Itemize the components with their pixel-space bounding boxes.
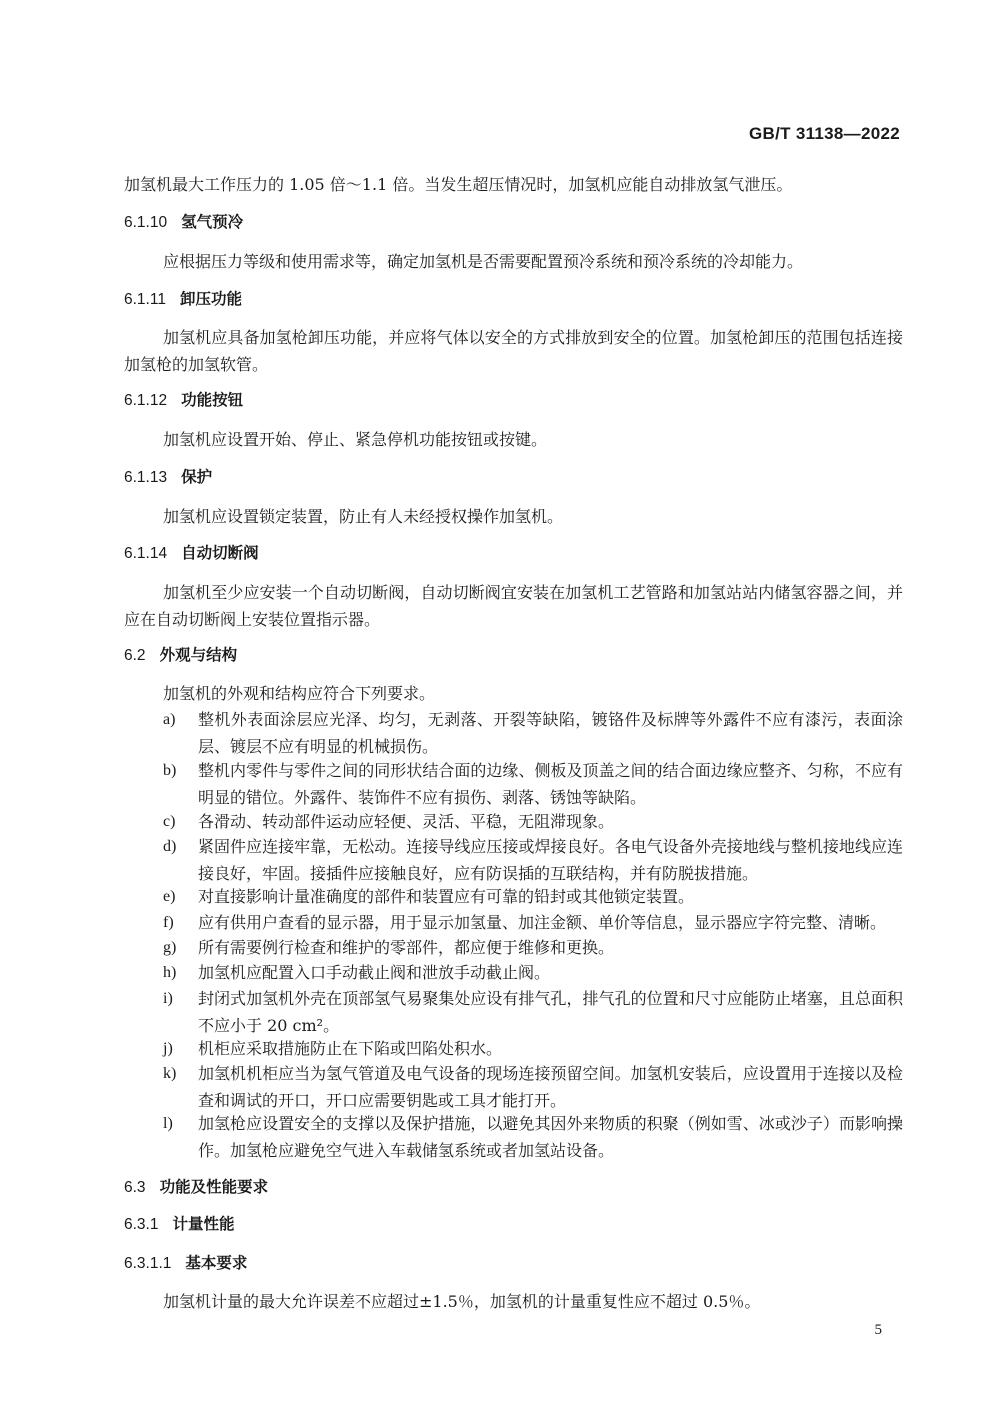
list-item xyxy=(163,1060,903,1114)
list-item-letter: c) xyxy=(163,813,176,830)
section-title: 保护 xyxy=(181,468,213,486)
list-item xyxy=(163,1035,903,1062)
intro-paragraph: 加氢机最大工作压力的 1.05 倍～1.1 倍。当发生超压情况时，加氢机应能自动排放氢气泄压。 xyxy=(124,175,793,194)
list-item-text: 整机内零件与零件之间的同形状结合面的边缘、侧板及顶盖之间的结合面边缘应整齐、匀称，不应有明显的错位。外露件、装饰件不应有损伤、剥落、锈蚀等缺陷。 xyxy=(198,761,903,807)
section-body-6-3-1-1: 加氢机计量的最大允许误差不应超过±1.5％，加氢机的计量重复性应不超过 0.5％。 xyxy=(163,1292,761,1311)
list-item-letter: d) xyxy=(163,838,177,855)
list-item xyxy=(163,934,903,961)
section-number: 6.1.10 xyxy=(124,214,168,231)
section-heading-6-3-1-1 xyxy=(124,1251,247,1276)
list-item-letter: g) xyxy=(163,939,177,956)
section-title: 计量性能 xyxy=(172,1215,235,1233)
section-title: 卸压功能 xyxy=(179,290,242,308)
section-heading-6-2 xyxy=(124,643,237,668)
section-heading-6-1-13 xyxy=(124,465,212,490)
section-title: 外观与结构 xyxy=(159,646,238,664)
section-number: 6.3 xyxy=(124,1179,146,1196)
list-item-text: 封闭式加氢机外壳在顶部氢气易聚集处应设有排气孔，排气孔的位置和尺寸应能防止堵塞，且总面积不应小于 20 cm²。 xyxy=(198,989,903,1035)
section-number: 6.3.1.1 xyxy=(124,1255,172,1272)
list-item-letter: i) xyxy=(163,990,173,1007)
list-item xyxy=(163,959,903,986)
standard-code: GB/T 31138—2022 xyxy=(749,124,900,143)
list-item-letter: j) xyxy=(163,1040,173,1057)
list-item-text: 加氢机应配置入口手动截止阀和泄放手动截止阀。 xyxy=(198,963,551,982)
section-number: 6.1.14 xyxy=(124,545,168,562)
list-item-letter: b) xyxy=(163,762,177,779)
section-number: 6.1.12 xyxy=(124,392,168,409)
section-title: 功能按钮 xyxy=(181,391,244,409)
list-item-text: 紧固件应连接牢靠，无松动。连接导线应压接或焊接良好。各电气设备外壳接地线与整机接地线应连接良好，牢固。接插件应接触良好，应有防误插的互联结构，并有防脱拔措施。 xyxy=(198,837,903,883)
list-item xyxy=(163,757,903,811)
list-item xyxy=(163,833,903,887)
section-body-6-1-10: 应根据压力等级和使用需求等，确定加氢机是否需要配置预冷系统和预冷系统的冷却能力。 xyxy=(163,252,804,271)
section-title: 氢气预冷 xyxy=(181,213,244,231)
list-item xyxy=(163,706,903,760)
section-body-6-1-12: 加氢机应设置开始、停止、紧急停机功能按钮或按键。 xyxy=(163,430,548,449)
list-item xyxy=(163,985,903,1039)
list-item-letter: h) xyxy=(163,964,177,981)
list-item-text: 各滑动、转动部件运动应轻便、灵活、平稳，无阻滞现象。 xyxy=(198,812,615,831)
section-title: 功能及性能要求 xyxy=(159,1178,269,1196)
list-item-letter: k) xyxy=(163,1065,177,1082)
list-item-text: 应有供用户查看的显示器，用于显示加氢量、加注金额、单价等信息，显示器应字符完整、清晰。 xyxy=(198,913,887,932)
section-heading-6-1-10 xyxy=(124,210,243,235)
section-body-6-2: 加氢机的外观和结构应符合下列要求。 xyxy=(163,684,436,703)
section-heading-6-1-12 xyxy=(124,388,243,413)
section-number: 6.2 xyxy=(124,647,146,664)
section-title: 自动切断阀 xyxy=(181,544,259,562)
list-item-letter: l) xyxy=(163,1115,173,1132)
list-item-text: 加氢机机柜应当为氢气管道及电气设备的现场连接预留空间。加氢机安装后，应设置用于连接以及检查和调试的开口，开口应需要钥匙或工具才能打开。 xyxy=(198,1064,903,1110)
list-item xyxy=(163,909,903,936)
list-item-text: 机柜应采取措施防止在下陷或凹陷处积水。 xyxy=(198,1039,503,1058)
section-number: 6.1.13 xyxy=(124,469,168,486)
list-item xyxy=(163,808,903,835)
list-item-text: 对直接影响计量准确度的部件和装置应有可靠的铅封或其他锁定装置。 xyxy=(198,887,695,906)
list-item-letter: e) xyxy=(163,888,176,905)
section-heading-6-1-11 xyxy=(124,287,242,312)
section-body-6-1-11: 加氢机应具备加氢枪卸压功能，并应将气体以安全的方式排放到安全的位置。加氢枪卸压的范围包括连接加氢枪的加氢软管。 xyxy=(124,328,903,374)
list-item-text: 整机外表面涂层应光泽、均匀，无剥落、开裂等缺陷，镀铬件及标牌等外露件不应有漆污，表面涂层、镀层不应有明显的机械损伤。 xyxy=(198,710,903,756)
section-heading-6-3-1 xyxy=(124,1212,235,1237)
section-number: 6.3.1 xyxy=(124,1216,159,1233)
list-item-text: 所有需要例行检查和维护的零部件，都应便于维修和更换。 xyxy=(198,938,615,957)
list-item-letter: a) xyxy=(163,711,176,728)
list-item-text: 加氢枪应设置安全的支撑以及保护措施，以避免其因外来物质的积聚（例如雪、冰或沙子）而影响操作。加氢枪应避免空气进入车载储氢系统或者加氢站设备。 xyxy=(198,1114,903,1160)
section-number: 6.1.11 xyxy=(124,291,166,308)
section-heading-6-1-14 xyxy=(124,541,259,566)
list-item-letter: f) xyxy=(163,914,174,931)
page-number: 5 xyxy=(874,1322,882,1338)
section-body-6-1-13: 加氢机应设置锁定装置，防止有人未经授权操作加氢机。 xyxy=(163,507,564,526)
section-heading-6-3 xyxy=(124,1175,268,1200)
list-item xyxy=(163,1110,903,1164)
section-body-6-1-14: 加氢机至少应安装一个自动切断阀，自动切断阀宜安装在加氢机工艺管路和加氢站站内储氢容器之间，并应在自动切断阀上安装位置指示器。 xyxy=(124,583,903,629)
section-title: 基本要求 xyxy=(185,1254,248,1272)
list-item xyxy=(163,883,903,910)
